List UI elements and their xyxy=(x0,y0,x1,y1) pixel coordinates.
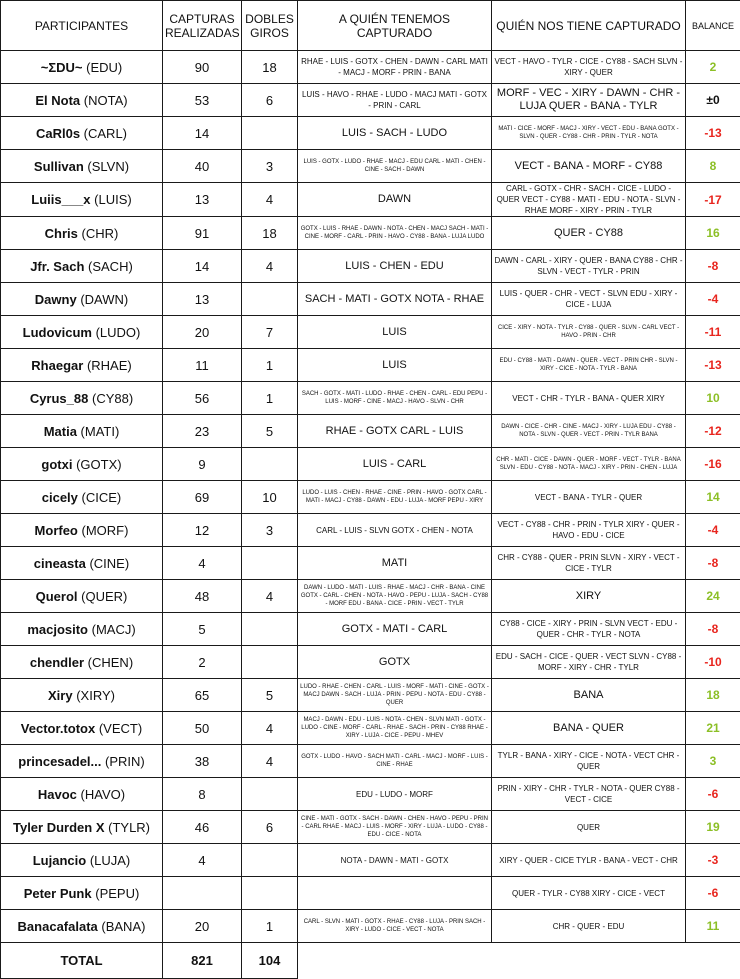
balance-value: 24 xyxy=(686,580,740,613)
captured-list: LUIS xyxy=(298,349,492,382)
table-row xyxy=(1,613,740,646)
captors-list: EDU - SACH - CICE - QUER - VECT SLVN - CY88 - MORF - XIRY - CHR - TYLR xyxy=(492,646,686,679)
doubles-cell: 1 xyxy=(242,382,298,415)
table-row xyxy=(1,250,740,283)
captures-cell: 14 xyxy=(163,250,242,283)
participant-code: (PEPU) xyxy=(95,886,139,901)
captured-list: SACH - MATI - GOTX NOTA - RHAE xyxy=(298,283,492,316)
participant-name: princesadel... xyxy=(18,754,101,769)
captors-list: VECT - CY88 - CHR - PRIN - TYLR XIRY - QUER - HAVO - EDU - CICE xyxy=(492,514,686,547)
captors-list: TYLR - BANA - XIRY - CICE - NOTA - VECT CHR - QUER xyxy=(492,745,686,778)
balance-value: 10 xyxy=(686,382,740,415)
captured-list: LUDO - RHAE - CHEN - CARL - LUIS - MORF - MATI - CINE - GOTX - MACJ DAWN - SACH - LUJA - PRIN - PEPU - NOTA - EDU - CY88 - QUER xyxy=(298,679,492,712)
captured-list: CARL - SLVN - MATI - GOTX - RHAE - CY88 - LUJA - PRIN SACH - XIRY - LUDO - CICE - VECT - NOTA xyxy=(298,910,492,943)
captured-by-us-header: A QUIÉN TENEMOS CAPTURADO xyxy=(298,1,492,51)
participant-cell xyxy=(1,349,163,382)
balance-value: -6 xyxy=(686,778,740,811)
participant-name: Chris xyxy=(45,226,78,241)
participant-cell xyxy=(1,514,163,547)
participant-cell xyxy=(1,712,163,745)
participant-name: Cyrus_88 xyxy=(30,391,89,406)
balance-value: 18 xyxy=(686,679,740,712)
participant-code: (MATI) xyxy=(81,424,120,439)
balance-value: 8 xyxy=(686,150,740,183)
table-row xyxy=(1,547,740,580)
captured-list: DAWN xyxy=(298,183,492,217)
doubles-cell: 10 xyxy=(242,481,298,514)
captures-cell: 12 xyxy=(163,514,242,547)
captured-list: GOTX - LUIS - RHAE - DAWN - NOTA - CHEN - MACJ SACH - MATI - CINE - MORF - CARL - PRIN - HAVO - CY88 - BANA - LUJA LUDO xyxy=(298,217,492,250)
captured-list: LUIS - CARL xyxy=(298,448,492,481)
captors-list: CY88 - CICE - XIRY - PRIN - SLVN VECT - EDU - QUER - CHR - TYLR - NOTA xyxy=(492,613,686,646)
participant-cell xyxy=(1,283,163,316)
captors-list: DAWN - CARL - XIRY - QUER - BANA CY88 - CHR - SLVN - VECT - TYLR - PRIN xyxy=(492,250,686,283)
captors-list: PRIN - XIRY - CHR - TYLR - NOTA - QUER CY88 - VECT - CICE xyxy=(492,778,686,811)
table-row xyxy=(1,811,740,844)
participant-cell xyxy=(1,382,163,415)
doubles-cell: 18 xyxy=(242,217,298,250)
captures-cell: 9 xyxy=(163,448,242,481)
doubles-cell xyxy=(242,117,298,150)
table-row xyxy=(1,778,740,811)
participant-name: El Nota xyxy=(35,93,80,108)
doubles-cell xyxy=(242,778,298,811)
participant-name: Sullivan xyxy=(34,159,84,174)
participant-cell xyxy=(1,646,163,679)
captured-list: CINE - MATI - GOTX - SACH - DAWN - CHEN - HAVO - PEPU - PRIN - CARL RHAE - MACJ - LUIS - MORF - XIRY - LUJA - LUDO - CY88 - EDU - CICE - NOTA xyxy=(298,811,492,844)
captures-cell: 46 xyxy=(163,811,242,844)
participant-name: Vector.totox xyxy=(21,721,95,736)
participant-name: gotxi xyxy=(41,457,72,472)
captured-list: GOTX xyxy=(298,646,492,679)
participant-cell xyxy=(1,250,163,283)
total-label: TOTAL xyxy=(1,943,163,979)
doubles-cell: 5 xyxy=(242,415,298,448)
balance-value: 2 xyxy=(686,51,740,84)
balance-value: -3 xyxy=(686,844,740,877)
participant-cell xyxy=(1,547,163,580)
captors-list: VECT - BANA - TYLR - QUER xyxy=(492,481,686,514)
table-row xyxy=(1,382,740,415)
captors-list: VECT - HAVO - TYLR - CICE - CY88 - SACH SLVN - XIRY - QUER xyxy=(492,51,686,84)
participant-cell xyxy=(1,316,163,349)
captures-cell: 13 xyxy=(163,183,242,217)
table-row xyxy=(1,877,740,910)
participant-cell xyxy=(1,481,163,514)
doubles-cell: 6 xyxy=(242,811,298,844)
participant-cell xyxy=(1,183,163,217)
participant-name: Querol xyxy=(36,589,78,604)
participant-name: cicely xyxy=(42,490,78,505)
participant-name: Rhaegar xyxy=(31,358,83,373)
participant-code: (CY88) xyxy=(92,391,133,406)
participant-name: Havoc xyxy=(38,787,77,802)
participant-code: (RHAE) xyxy=(87,358,132,373)
captured-list: LUIS - CHEN - EDU xyxy=(298,250,492,283)
participant-code: (DAWN) xyxy=(80,292,128,307)
participant-cell xyxy=(1,613,163,646)
participant-name: Morfeo xyxy=(35,523,78,538)
captures-cell: 14 xyxy=(163,117,242,150)
table-row xyxy=(1,580,740,613)
balance-value: -8 xyxy=(686,547,740,580)
doubles-cell xyxy=(242,646,298,679)
participant-name: Xiry xyxy=(48,688,73,703)
table-row xyxy=(1,745,740,778)
table-row xyxy=(1,679,740,712)
captors-list: CHR - MATI - CICE - DAWN - QUER - MORF - VECT - TYLR - BANA SLVN - EDU - CY88 - NOTA - MACJ - XIRY - PRIN - CHEN - LUJA xyxy=(492,448,686,481)
participant-name: Lujancio xyxy=(33,853,86,868)
captured-list: LUIS - GOTX - LUDO - RHAE - MACJ - EDU CARL - MATI - CHEN - CINE - SACH - DAWN xyxy=(298,150,492,183)
doubles-cell: 5 xyxy=(242,679,298,712)
doubles-cell xyxy=(242,877,298,910)
doubles-cell: 4 xyxy=(242,250,298,283)
balance-value: -13 xyxy=(686,349,740,382)
table-row xyxy=(1,910,740,943)
participant-code: (CHEN) xyxy=(88,655,134,670)
participant-name: ~ΣDU~ xyxy=(41,60,83,75)
balance-value: 11 xyxy=(686,910,740,943)
captured-list: LUIS xyxy=(298,316,492,349)
participant-cell xyxy=(1,580,163,613)
table-row xyxy=(1,150,740,183)
captors-list: DAWN - CICE - CHR - CINE - MACJ - XIRY - LUJA EDU - CY88 - NOTA - SLVN - QUER - VECT - PRIN - TYLR BANA xyxy=(492,415,686,448)
table-row xyxy=(1,712,740,745)
participant-code: (CINE) xyxy=(89,556,129,571)
captors-list: VECT - BANA - MORF - CY88 xyxy=(492,150,686,183)
participant-name: Peter Punk xyxy=(24,886,92,901)
captors-list: QUER - TYLR - CY88 XIRY - CICE - VECT xyxy=(492,877,686,910)
captured-us-header: QUIÉN NOS TIENE CAPTURADO xyxy=(492,1,686,51)
captured-list: NOTA - DAWN - MATI - GOTX xyxy=(298,844,492,877)
doubles-header: DOBLES GIROS xyxy=(242,1,298,51)
participant-cell xyxy=(1,448,163,481)
participant-code: (VECT) xyxy=(99,721,142,736)
table-row xyxy=(1,481,740,514)
header-row xyxy=(1,1,740,51)
table-row xyxy=(1,316,740,349)
participant-cell xyxy=(1,84,163,117)
table-row xyxy=(1,84,740,117)
captured-list: MATI xyxy=(298,547,492,580)
captures-cell: 40 xyxy=(163,150,242,183)
participant-cell xyxy=(1,415,163,448)
participant-code: (PRIN) xyxy=(105,754,145,769)
doubles-cell: 6 xyxy=(242,84,298,117)
participant-name: Matia xyxy=(44,424,77,439)
captured-list: GOTX - MATI - CARL xyxy=(298,613,492,646)
captors-list: LUIS - QUER - CHR - VECT - SLVN EDU - XIRY - CICE - LUJA xyxy=(492,283,686,316)
balance-value: -10 xyxy=(686,646,740,679)
participant-cell xyxy=(1,217,163,250)
participant-name: cineasta xyxy=(34,556,86,571)
captures-cell: 53 xyxy=(163,84,242,117)
captors-list: MORF - VEC - XIRY - DAWN - CHR - LUJA QUER - BANA - TYLR xyxy=(492,84,686,117)
table-row xyxy=(1,117,740,150)
participant-rows xyxy=(1,51,740,943)
captured-list: LUIS - SACH - LUDO xyxy=(298,117,492,150)
doubles-cell: 4 xyxy=(242,745,298,778)
participant-cell xyxy=(1,150,163,183)
participant-code: (CARL) xyxy=(84,126,127,141)
captures-cell: 69 xyxy=(163,481,242,514)
balance-value: 19 xyxy=(686,811,740,844)
participant-cell xyxy=(1,679,163,712)
participant-code: (TYLR) xyxy=(108,820,150,835)
captors-list: BANA xyxy=(492,679,686,712)
balance-value: 3 xyxy=(686,745,740,778)
table-row xyxy=(1,448,740,481)
participant-cell xyxy=(1,117,163,150)
table-row xyxy=(1,217,740,250)
captors-list: QUER - CY88 xyxy=(492,217,686,250)
table-row xyxy=(1,183,740,217)
participant-name: Banacafalata xyxy=(18,919,98,934)
balance-value: 16 xyxy=(686,217,740,250)
total-row xyxy=(1,943,740,979)
captures-cell: 20 xyxy=(163,910,242,943)
participant-name: Luiis___x xyxy=(31,192,90,207)
captors-list: MATI - CICE - MORF - MACJ - XIRY - VECT - EDU - BANA GOTX - SLVN - QUER - CY88 - CHR - PRIN - TYLR - NOTA xyxy=(492,117,686,150)
table-row xyxy=(1,283,740,316)
captures-cell: 4 xyxy=(163,844,242,877)
participant-code: (CICE) xyxy=(82,490,122,505)
captors-list: XIRY - QUER - CICE TYLR - BANA - VECT - CHR xyxy=(492,844,686,877)
participant-code: (EDU) xyxy=(86,60,122,75)
table-row xyxy=(1,646,740,679)
captured-list: CARL - LUIS - SLVN GOTX - CHEN - NOTA xyxy=(298,514,492,547)
balance-value: -16 xyxy=(686,448,740,481)
captured-list: MACJ - DAWN - EDU - LUIS - NOTA - CHEN - SLVN MATI - GOTX - LUDO - CINE - MORF - CARL - RHAE - SACH - PRIN - CY88 RHAE - XIRY - LUJA - CICE - PEPU - MHEV xyxy=(298,712,492,745)
participant-code: (LUJA) xyxy=(90,853,130,868)
doubles-cell: 4 xyxy=(242,580,298,613)
captures-cell: 8 xyxy=(163,778,242,811)
participant-cell xyxy=(1,877,163,910)
captured-list xyxy=(298,877,492,910)
participant-name: macjosito xyxy=(27,622,88,637)
total-blank xyxy=(298,943,740,979)
participant-code: (XIRY) xyxy=(76,688,115,703)
balance-value: ±0 xyxy=(686,84,740,117)
captors-list: CARL - GOTX - CHR - SACH - CICE - LUDO - QUER VECT - CY88 - MATI - EDU - NOTA - SLVN - RHAE MORF - XIRY - PRIN - TYLR xyxy=(492,183,686,217)
captured-list: LUIS - HAVO - RHAE - LUDO - MACJ MATI - GOTX - PRIN - CARL xyxy=(298,84,492,117)
participant-name: Tyler Durden X xyxy=(13,820,105,835)
captures-header: CAPTURAS REALIZADAS xyxy=(163,1,242,51)
participant-code: (HAVO) xyxy=(81,787,126,802)
captures-cell: 56 xyxy=(163,382,242,415)
captors-list: CICE - XIRY - NOTA - TYLR - CY88 - QUER - SLVN - CARL VECT - HAVO - PRIN - CHR xyxy=(492,316,686,349)
participant-cell xyxy=(1,910,163,943)
table-row xyxy=(1,51,740,84)
table-row xyxy=(1,844,740,877)
total-captures: 821 xyxy=(163,943,242,979)
captures-cell: 23 xyxy=(163,415,242,448)
participant-code: (MACJ) xyxy=(92,622,136,637)
doubles-cell: 3 xyxy=(242,514,298,547)
participant-cell xyxy=(1,844,163,877)
participant-code: (NOTA) xyxy=(84,93,128,108)
participant-cell xyxy=(1,51,163,84)
participant-cell xyxy=(1,778,163,811)
captures-cell: 20 xyxy=(163,316,242,349)
captured-list: GOTX - LUDO - HAVO - SACH MATI - CARL - MACJ - MORF - LUIS - CINE - RHAE xyxy=(298,745,492,778)
captures-cell: 50 xyxy=(163,712,242,745)
captors-list: BANA - QUER xyxy=(492,712,686,745)
doubles-cell: 4 xyxy=(242,183,298,217)
table-row xyxy=(1,415,740,448)
participant-code: (SLVN) xyxy=(87,159,129,174)
captures-cell: 48 xyxy=(163,580,242,613)
doubles-cell: 18 xyxy=(242,51,298,84)
doubles-cell: 1 xyxy=(242,910,298,943)
captors-list: EDU - CY88 - MATI - DAWN - QUER - VECT - PRIN CHR - SLVN - XIRY - CICE - NOTA - TYLR - BANA xyxy=(492,349,686,382)
participant-code: (SACH) xyxy=(88,259,133,274)
captors-list: QUER xyxy=(492,811,686,844)
total-doubles: 104 xyxy=(242,943,298,979)
captured-list: RHAE - LUIS - GOTX - CHEN - DAWN - CARL MATI - MACJ - MORF - PRIN - BANA xyxy=(298,51,492,84)
captures-cell xyxy=(163,877,242,910)
captures-cell: 90 xyxy=(163,51,242,84)
participant-code: (LUDO) xyxy=(96,325,141,340)
balance-value: -11 xyxy=(686,316,740,349)
captors-list: VECT - CHR - TYLR - BANA - QUER XIRY xyxy=(492,382,686,415)
captures-cell: 91 xyxy=(163,217,242,250)
doubles-cell xyxy=(242,547,298,580)
captures-cell: 38 xyxy=(163,745,242,778)
captors-list: XIRY xyxy=(492,580,686,613)
doubles-cell: 4 xyxy=(242,712,298,745)
doubles-cell xyxy=(242,448,298,481)
captures-cell: 11 xyxy=(163,349,242,382)
captors-list: CHR - QUER - EDU xyxy=(492,910,686,943)
captors-list: CHR - CY88 - QUER - PRIN SLVN - XIRY - VECT - CICE - TYLR xyxy=(492,547,686,580)
participant-name: Jfr. Sach xyxy=(30,259,84,274)
participant-name: Ludovicum xyxy=(23,325,92,340)
balance-value: -8 xyxy=(686,613,740,646)
balance-value: 21 xyxy=(686,712,740,745)
balance-value: -13 xyxy=(686,117,740,150)
captured-list: RHAE - GOTX CARL - LUIS xyxy=(298,415,492,448)
balance-value: -8 xyxy=(686,250,740,283)
doubles-cell: 3 xyxy=(242,150,298,183)
doubles-cell xyxy=(242,283,298,316)
doubles-cell: 7 xyxy=(242,316,298,349)
balance-value: -12 xyxy=(686,415,740,448)
captures-cell: 65 xyxy=(163,679,242,712)
participants-header: PARTICIPANTES xyxy=(1,1,163,51)
doubles-cell xyxy=(242,844,298,877)
participant-code: (BANA) xyxy=(101,919,145,934)
captures-cell: 4 xyxy=(163,547,242,580)
participant-code: (CHR) xyxy=(82,226,119,241)
doubles-cell xyxy=(242,613,298,646)
doubles-cell: 1 xyxy=(242,349,298,382)
captured-list: EDU - LUDO - MORF xyxy=(298,778,492,811)
balance-value: -6 xyxy=(686,877,740,910)
participant-code: (LUIS) xyxy=(94,192,132,207)
table-row xyxy=(1,349,740,382)
balance-value: 14 xyxy=(686,481,740,514)
participant-code: (MORF) xyxy=(82,523,129,538)
participant-name: Dawny xyxy=(35,292,77,307)
captured-list: SACH - GOTX - MATI - LUDO - RHAE - CHEN - CARL - EDU PEPU - LUIS - MORF - CINE - MACJ - HAVO - SLVN - CHR xyxy=(298,382,492,415)
captures-cell: 2 xyxy=(163,646,242,679)
participant-name: chendler xyxy=(30,655,84,670)
balance-value: -4 xyxy=(686,514,740,547)
captured-list: DAWN - LUDO - MATI - LUIS - RHAE - MACJ - CHR - BANA - CINE GOTX - CARL - CHEN - NOTA - HAVO - PEPU - LUJA - SACH - CY88 - MORF EDU - BANA - CICE - PRIN - VECT - TYLR xyxy=(298,580,492,613)
balance-value: -17 xyxy=(686,183,740,217)
participant-code: (QUER) xyxy=(81,589,127,604)
captures-cell: 5 xyxy=(163,613,242,646)
table-row xyxy=(1,514,740,547)
participant-cell xyxy=(1,811,163,844)
balance-value: -4 xyxy=(686,283,740,316)
captured-list: LUDO - LUIS - CHEN - RHAE - CINE - PRIN - HAVO - GOTX CARL - MATI - MACJ - CY88 - DAWN - EDU - LUJA - MORF PEPU - XIRY xyxy=(298,481,492,514)
balance-header: BALANCE xyxy=(686,1,740,51)
participant-cell xyxy=(1,745,163,778)
participant-code: (GOTX) xyxy=(76,457,122,472)
participant-name: CaRl0s xyxy=(36,126,80,141)
captures-cell: 13 xyxy=(163,283,242,316)
